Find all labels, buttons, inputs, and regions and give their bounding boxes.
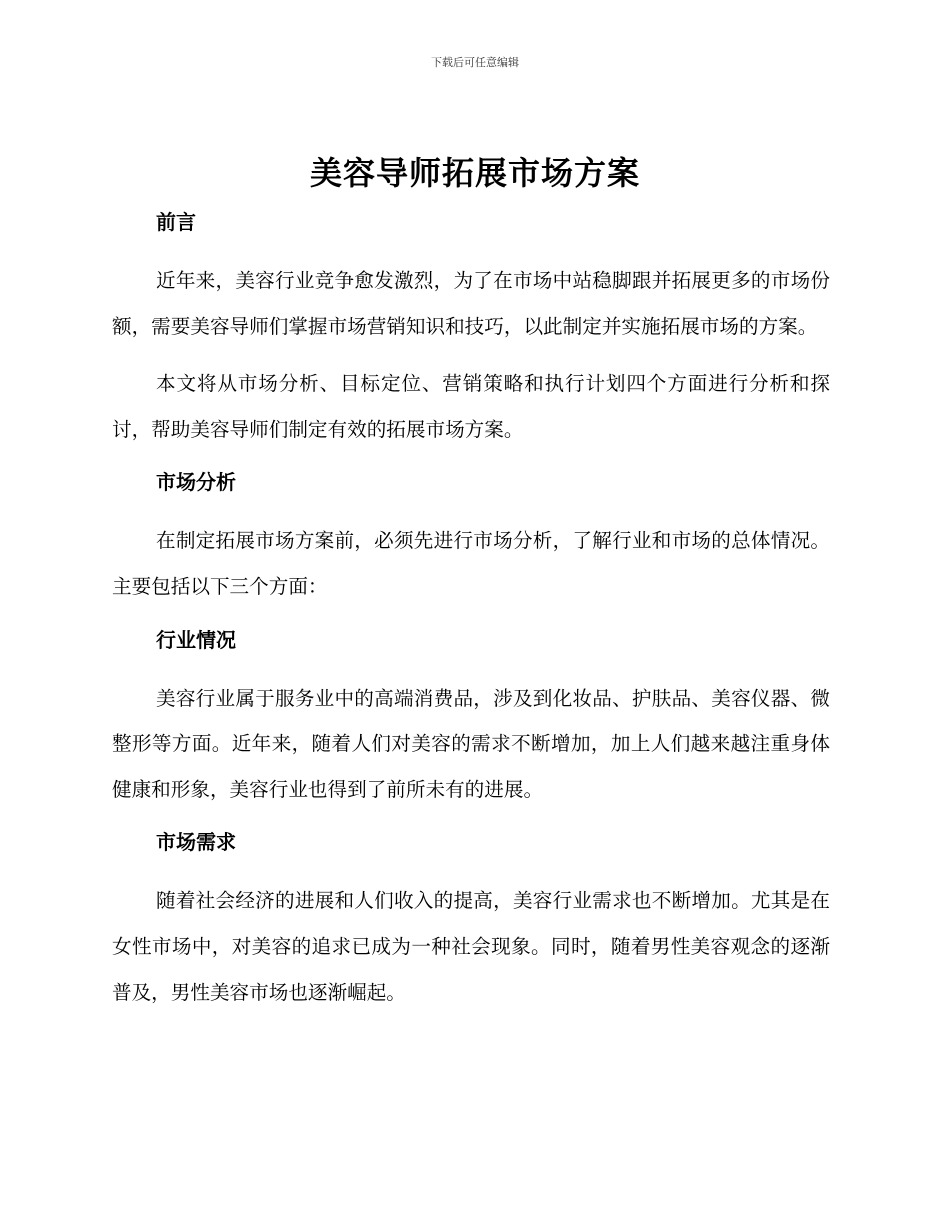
paragraph-preface-2: 本文将从市场分析、目标定位、营销策略和执行计划四个方面进行分析和探讨，帮助美容导师们制定有效的拓展市场方案。 bbox=[112, 372, 830, 441]
section-heading-market-analysis: 市场分析 bbox=[156, 470, 236, 495]
section-heading-preface: 前言 bbox=[156, 210, 196, 234]
section-heading-market-demand: 市场需求 bbox=[156, 830, 236, 855]
paragraph-industry-status-1: 美容行业属于服务业中的高端消费品，涉及到化妆品、护肤品、美容仪器、微整形等方面。近年来，随着人们对美容的需求不断增加，加上人们越来越注重身体健康和形象，美容行业也得到了前所未有的进展。 bbox=[112, 686, 830, 801]
document-title: 美容导师拓展市场方案 bbox=[309, 154, 640, 192]
section-heading-industry-status: 行业情况 bbox=[156, 627, 236, 652]
paragraph-market-demand-1: 随着社会经济的进展和人们收入的提高，美容行业需求也不断增加。尤其是在女性市场中，对美容的追求已成为一种社会现象。同时，随着男性美容观念的逐渐普及，男性美容市场也逐渐崛起。 bbox=[112, 889, 830, 1004]
paragraph-preface-1: 近年来，美容行业竞争愈发激烈，为了在市场中站稳脚跟并拓展更多的市场份额，需要美容导师们掌握市场营销知识和技巧，以此制定并实施拓展市场的方案。 bbox=[112, 269, 830, 338]
document-body bbox=[112, 204, 830, 1015]
paragraph-market-analysis-1: 在制定拓展市场方案前，必须先进行市场分析，了解行业和市场的总体情况。主要包括以下三个方面： bbox=[112, 529, 830, 598]
header-note: 下载后可任意编辑 bbox=[431, 56, 519, 69]
